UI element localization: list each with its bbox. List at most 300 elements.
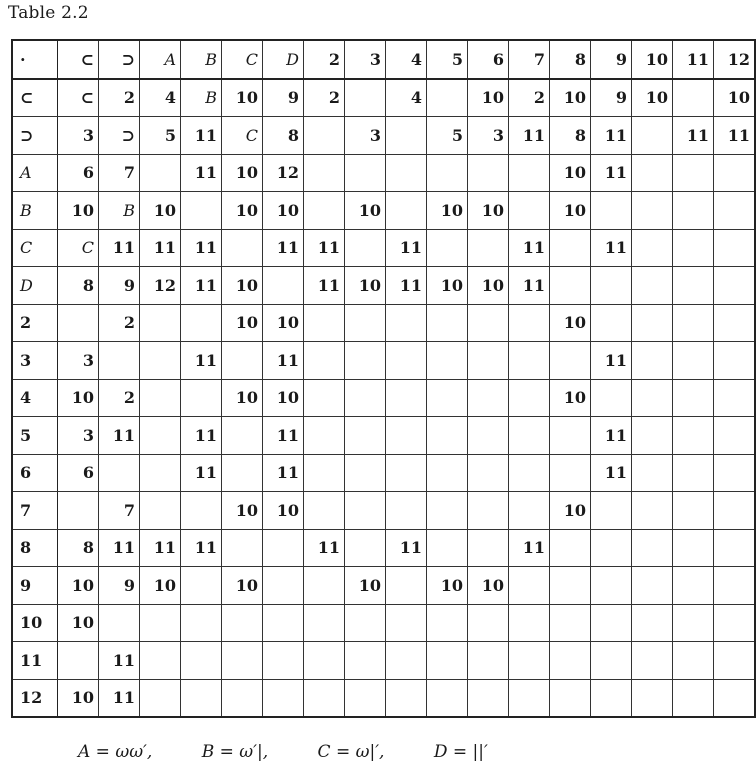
table-cell xyxy=(304,379,345,417)
table-cell xyxy=(99,604,140,642)
row-header xyxy=(12,229,58,267)
cell-value: 11 xyxy=(276,425,299,445)
table-cell xyxy=(468,192,509,230)
cell-value: 10 xyxy=(276,200,299,220)
cell-value: 11 xyxy=(686,125,709,145)
table-cell xyxy=(386,192,427,230)
table-cell xyxy=(632,604,673,642)
cell-value: 7 xyxy=(123,163,135,183)
row-header xyxy=(12,192,58,230)
table-cell xyxy=(263,604,304,642)
cell-value: C xyxy=(245,49,258,69)
cell-value: 9 xyxy=(287,88,299,108)
cell-value: 6 xyxy=(492,49,504,69)
table-cell xyxy=(632,229,673,267)
cell-value: 8 xyxy=(20,538,32,558)
table-cell xyxy=(263,679,304,717)
table-cell xyxy=(263,229,304,267)
cell-value: 5 xyxy=(451,125,463,145)
cell-value: 10 xyxy=(153,575,176,595)
table-cell xyxy=(509,192,550,230)
table-cell xyxy=(263,267,304,305)
table-cell xyxy=(386,379,427,417)
cell-value: 5 xyxy=(164,125,176,145)
table-cell xyxy=(468,117,509,155)
table-cell xyxy=(509,154,550,192)
legend-def-b: B = ω′|, xyxy=(201,742,269,762)
table-cell xyxy=(58,342,99,380)
cell-value: 10 xyxy=(358,275,381,295)
cell-value: D xyxy=(20,275,33,295)
cell-value: 11 xyxy=(317,238,340,258)
table-cell xyxy=(550,492,591,530)
cell-value: 7 xyxy=(123,500,135,520)
cell-value: 11 xyxy=(112,425,135,445)
table-cell xyxy=(632,417,673,455)
cell-value: 7 xyxy=(533,49,545,69)
column-header xyxy=(222,40,263,79)
row-header xyxy=(12,304,58,342)
column-header xyxy=(386,40,427,79)
table-cell xyxy=(673,604,714,642)
cell-value: ⊃ xyxy=(121,49,135,69)
table-cell xyxy=(304,529,345,567)
table-cell xyxy=(304,304,345,342)
cell-value: 11 xyxy=(604,125,627,145)
table-cell xyxy=(714,567,756,605)
table-cell xyxy=(673,117,714,155)
table-cell xyxy=(304,192,345,230)
table-cell xyxy=(345,417,386,455)
table-cell xyxy=(99,679,140,717)
table-cell xyxy=(181,454,222,492)
table-cell xyxy=(140,567,181,605)
table-cell xyxy=(714,117,756,155)
table-cell xyxy=(509,417,550,455)
cell-value: 11 xyxy=(604,350,627,370)
table-cell xyxy=(468,379,509,417)
cell-value: 3 xyxy=(369,125,381,145)
row-header xyxy=(12,154,58,192)
table-row xyxy=(12,454,755,492)
table-cell xyxy=(304,79,345,117)
table-cell xyxy=(345,154,386,192)
table-cell xyxy=(99,492,140,530)
cell-value: 11 xyxy=(194,538,217,558)
cell-value: 10 xyxy=(71,575,94,595)
column-header xyxy=(427,40,468,79)
table-cell xyxy=(591,642,632,680)
table-row xyxy=(12,604,755,642)
column-header xyxy=(304,40,345,79)
table-cell xyxy=(468,529,509,567)
cell-value: 11 xyxy=(194,350,217,370)
cell-value: 4 xyxy=(164,88,176,108)
table-cell xyxy=(386,342,427,380)
row-header xyxy=(12,79,58,117)
table-cell xyxy=(632,567,673,605)
table-cell xyxy=(427,492,468,530)
table-cell xyxy=(99,79,140,117)
cell-value: 8 xyxy=(82,275,94,295)
table-cell xyxy=(263,529,304,567)
table-cell xyxy=(509,529,550,567)
table-cell xyxy=(222,567,263,605)
cell-value: 10 xyxy=(71,688,94,708)
cell-value: 11 xyxy=(399,238,422,258)
table-cell xyxy=(99,567,140,605)
table-cell xyxy=(140,642,181,680)
table-cell xyxy=(263,567,304,605)
table-cell xyxy=(714,679,756,717)
table-cell xyxy=(714,604,756,642)
cell-value: 10 xyxy=(563,388,586,408)
table-cell xyxy=(468,267,509,305)
table-cell xyxy=(591,454,632,492)
table-cell xyxy=(140,604,181,642)
table-cell xyxy=(140,679,181,717)
table-cell xyxy=(345,567,386,605)
table-cell xyxy=(140,117,181,155)
table-cell xyxy=(345,492,386,530)
cell-value: C xyxy=(245,125,258,145)
table-cell xyxy=(99,454,140,492)
table-cell xyxy=(550,379,591,417)
table-cell xyxy=(181,379,222,417)
cell-value: 3 xyxy=(20,350,32,370)
table-cell xyxy=(222,604,263,642)
table-cell xyxy=(427,79,468,117)
table-cell xyxy=(550,604,591,642)
cell-value: · xyxy=(20,49,26,69)
table-cell xyxy=(468,79,509,117)
table-cell xyxy=(222,79,263,117)
table-cell xyxy=(181,342,222,380)
table-cell xyxy=(673,79,714,117)
table-cell xyxy=(714,267,756,305)
cell-value: 8 xyxy=(574,49,586,69)
table-cell xyxy=(550,417,591,455)
table-cell xyxy=(386,267,427,305)
table-row xyxy=(12,417,755,455)
table-row xyxy=(12,642,755,680)
cell-value: 11 xyxy=(399,275,422,295)
table-cell xyxy=(386,79,427,117)
column-header xyxy=(550,40,591,79)
legend-def-d: D = ||′ xyxy=(433,742,488,762)
cell-value: 11 xyxy=(399,538,422,558)
table-cell xyxy=(345,79,386,117)
table-cell xyxy=(591,267,632,305)
table-cell xyxy=(550,342,591,380)
cell-value: 11 xyxy=(604,425,627,445)
table-cell xyxy=(427,342,468,380)
column-header xyxy=(99,40,140,79)
cell-value: 6 xyxy=(82,163,94,183)
cell-value: 10 xyxy=(358,200,381,220)
cell-value: 10 xyxy=(276,388,299,408)
table-cell xyxy=(714,642,756,680)
table-cell xyxy=(140,492,181,530)
table-cell xyxy=(427,417,468,455)
table-row xyxy=(12,679,755,717)
table-cell xyxy=(673,192,714,230)
table-cell xyxy=(181,267,222,305)
table-cell xyxy=(58,417,99,455)
table-caption: Table 2.2 xyxy=(8,3,89,23)
table-cell xyxy=(509,117,550,155)
table-cell xyxy=(263,379,304,417)
table-cell xyxy=(222,417,263,455)
cell-value: 11 xyxy=(276,463,299,483)
table-cell xyxy=(140,267,181,305)
table-cell xyxy=(345,529,386,567)
table-cell xyxy=(550,679,591,717)
cell-value: 2 xyxy=(123,313,135,333)
header-row xyxy=(12,40,755,79)
table-cell xyxy=(58,454,99,492)
table-cell xyxy=(263,492,304,530)
table-cell xyxy=(263,417,304,455)
column-header xyxy=(591,40,632,79)
table-cell xyxy=(714,529,756,567)
table-cell xyxy=(263,342,304,380)
table-cell xyxy=(550,567,591,605)
column-header xyxy=(714,40,756,79)
table-cell xyxy=(468,604,509,642)
table-cell xyxy=(632,379,673,417)
table-cell xyxy=(591,529,632,567)
table-cell xyxy=(427,304,468,342)
table-cell xyxy=(550,304,591,342)
row-header xyxy=(12,379,58,417)
cell-value: 11 xyxy=(317,538,340,558)
table-cell xyxy=(509,567,550,605)
table-cell xyxy=(58,267,99,305)
table-cell xyxy=(304,342,345,380)
table-cell xyxy=(263,454,304,492)
table-cell xyxy=(632,117,673,155)
table-cell xyxy=(714,492,756,530)
table-cell xyxy=(673,492,714,530)
table-cell xyxy=(140,154,181,192)
cell-value: 2 xyxy=(20,313,32,333)
cell-value: 10 xyxy=(276,313,299,333)
table-cell xyxy=(591,304,632,342)
cell-value: 12 xyxy=(727,49,750,69)
table-cell xyxy=(591,417,632,455)
row-header xyxy=(12,492,58,530)
table-cell xyxy=(632,154,673,192)
table-cell xyxy=(304,154,345,192)
table-cell xyxy=(632,79,673,117)
cell-value: 11 xyxy=(317,275,340,295)
table-cell xyxy=(468,342,509,380)
cell-value: 2 xyxy=(123,388,135,408)
cell-value: 3 xyxy=(82,350,94,370)
cell-value: 11 xyxy=(604,238,627,258)
table-cell xyxy=(714,304,756,342)
table-cell xyxy=(386,154,427,192)
table-cell xyxy=(673,154,714,192)
table-cell xyxy=(58,642,99,680)
table-row xyxy=(12,192,755,230)
column-header xyxy=(181,40,222,79)
cell-value: 11 xyxy=(194,425,217,445)
cell-value: 10 xyxy=(235,275,258,295)
cell-value: B xyxy=(20,200,32,220)
cell-value: 4 xyxy=(410,49,422,69)
table-cell xyxy=(632,454,673,492)
table-cell xyxy=(632,342,673,380)
cell-value: 11 xyxy=(20,650,43,670)
cell-value: 11 xyxy=(194,463,217,483)
table-cell xyxy=(468,567,509,605)
table-cell xyxy=(345,679,386,717)
cell-value: 10 xyxy=(563,313,586,333)
table-cell xyxy=(386,117,427,155)
table-cell xyxy=(345,192,386,230)
cell-value: C xyxy=(20,238,33,258)
cell-value: 11 xyxy=(276,238,299,258)
table-cell xyxy=(591,567,632,605)
legend-definitions xyxy=(78,742,532,762)
cell-value: D xyxy=(286,49,299,69)
table-cell xyxy=(468,417,509,455)
cell-value: 11 xyxy=(276,350,299,370)
table-cell xyxy=(550,192,591,230)
cell-value: 10 xyxy=(20,613,43,633)
table-cell xyxy=(386,417,427,455)
cell-value: 8 xyxy=(287,125,299,145)
cell-value: 11 xyxy=(112,238,135,258)
table-row xyxy=(12,492,755,530)
table-cell xyxy=(509,79,550,117)
table-row xyxy=(12,154,755,192)
cell-value: 10 xyxy=(153,200,176,220)
table-cell xyxy=(140,417,181,455)
column-header xyxy=(140,40,181,79)
table-cell xyxy=(550,529,591,567)
table-cell xyxy=(181,192,222,230)
cell-value: 10 xyxy=(563,200,586,220)
table-cell xyxy=(427,454,468,492)
table-cell xyxy=(714,229,756,267)
table-cell xyxy=(714,417,756,455)
table-cell xyxy=(427,117,468,155)
table-cell xyxy=(550,79,591,117)
cell-value: ⊃ xyxy=(20,125,34,145)
cell-value: 9 xyxy=(123,275,135,295)
table-cell xyxy=(591,117,632,155)
cell-value: 12 xyxy=(276,163,299,183)
table-cell xyxy=(140,454,181,492)
cell-value: 11 xyxy=(522,238,545,258)
table-row xyxy=(12,79,755,117)
table-cell xyxy=(304,679,345,717)
table-cell xyxy=(181,229,222,267)
cell-value: 10 xyxy=(481,575,504,595)
table-cell xyxy=(632,304,673,342)
cell-value: 10 xyxy=(235,313,258,333)
table-cell xyxy=(345,304,386,342)
legend-def-c: C = ω|′, xyxy=(317,742,385,762)
table-cell xyxy=(263,642,304,680)
table-cell xyxy=(714,454,756,492)
table-cell xyxy=(140,304,181,342)
table-cell xyxy=(263,304,304,342)
cell-value: 10 xyxy=(71,200,94,220)
column-header xyxy=(673,40,714,79)
table-body xyxy=(12,40,755,717)
table-cell xyxy=(673,642,714,680)
table-cell xyxy=(181,304,222,342)
cell-value: 5 xyxy=(451,49,463,69)
cell-value: 12 xyxy=(20,688,43,708)
cell-value: 4 xyxy=(20,388,32,408)
cell-value: 10 xyxy=(235,388,258,408)
table-cell xyxy=(509,679,550,717)
cell-value: ⊂ xyxy=(80,88,94,108)
table-cell xyxy=(427,604,468,642)
table-row xyxy=(12,379,755,417)
table-cell xyxy=(509,379,550,417)
table-cell xyxy=(673,567,714,605)
table-cell xyxy=(345,229,386,267)
cell-value: 11 xyxy=(153,238,176,258)
table-cell xyxy=(99,304,140,342)
table-cell xyxy=(304,604,345,642)
table-cell xyxy=(345,604,386,642)
cell-value: 10 xyxy=(235,575,258,595)
table-cell xyxy=(140,79,181,117)
cell-value: 2 xyxy=(533,88,545,108)
table-cell xyxy=(591,192,632,230)
cell-value: 11 xyxy=(112,538,135,558)
table-cell xyxy=(345,117,386,155)
table-cell xyxy=(550,642,591,680)
cell-value: 10 xyxy=(235,163,258,183)
legend-def-a: A = ωω′, xyxy=(78,742,153,762)
table-cell xyxy=(140,342,181,380)
table-cell xyxy=(591,679,632,717)
table-cell xyxy=(673,229,714,267)
table-cell xyxy=(222,267,263,305)
table-row xyxy=(12,229,755,267)
cell-value: 2 xyxy=(328,88,340,108)
table-cell xyxy=(304,492,345,530)
row-header xyxy=(12,117,58,155)
cell-value: 5 xyxy=(20,425,32,445)
cell-value: 11 xyxy=(604,463,627,483)
table-cell xyxy=(345,267,386,305)
table-cell xyxy=(468,454,509,492)
cell-value: 10 xyxy=(440,575,463,595)
table-cell xyxy=(632,192,673,230)
table-cell xyxy=(673,679,714,717)
cell-value: C xyxy=(81,238,94,258)
cell-value: 7 xyxy=(20,500,32,520)
table-cell xyxy=(181,679,222,717)
table-cell xyxy=(222,192,263,230)
table-cell xyxy=(632,679,673,717)
cell-value: ⊂ xyxy=(80,49,94,69)
table-cell xyxy=(714,379,756,417)
table-cell xyxy=(673,454,714,492)
table-cell xyxy=(181,117,222,155)
table-cell xyxy=(58,604,99,642)
table-cell xyxy=(386,492,427,530)
